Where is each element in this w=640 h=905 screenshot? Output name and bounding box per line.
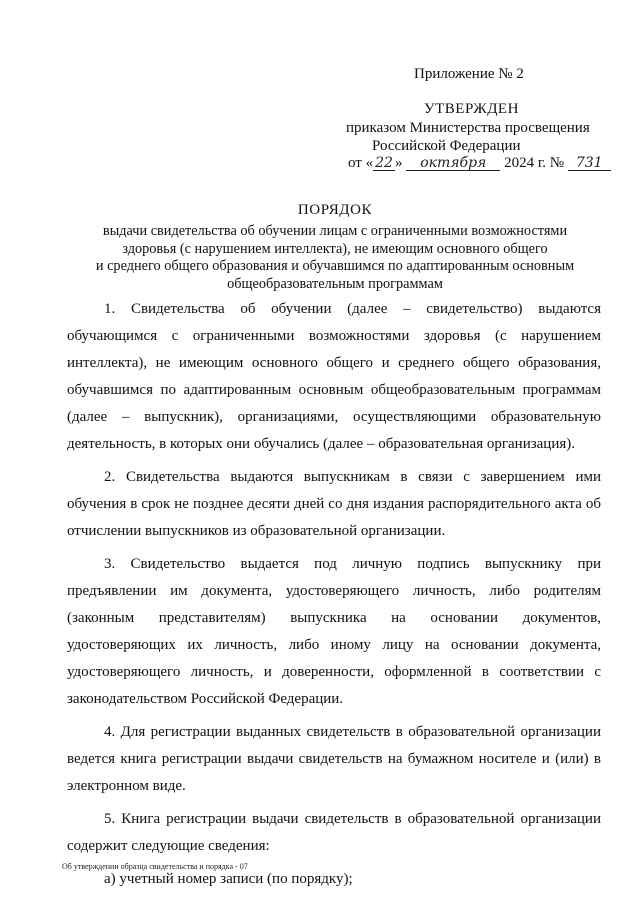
paragraph-5: 5. Книга регистрации выдачи свидетельств в образовательной организации содержит следующие сведения: bbox=[67, 811, 601, 854]
subtitle-line: и среднего общего образования и обучавшимся по адаптированным основным bbox=[95, 258, 575, 274]
date-mid: » bbox=[394, 155, 407, 171]
date-year: 2024 г. № bbox=[500, 155, 568, 171]
paragraph-2: 2. Свидетельства выдаются выпускникам в связи с завершением ими обучения в срок не позднее десяти дней со дня издания распорядительного акта об отчислении выпускников из образовательной организации. bbox=[67, 469, 601, 539]
handwritten-month: октября bbox=[406, 156, 500, 171]
title-block bbox=[60, 202, 610, 293]
subtitle-line: общеобразовательным программам bbox=[227, 275, 443, 292]
approved-label: УТВЕРЖДЕН bbox=[424, 101, 519, 117]
order-line: приказом Министерства просвещения bbox=[346, 120, 590, 136]
appendix-label: Приложение № 2 bbox=[414, 66, 524, 82]
federation-line: Российской Федерации bbox=[372, 138, 521, 154]
subtitle-line: выдачи свидетельства об обучении лицам с ограниченными возможностями bbox=[102, 223, 568, 239]
handwritten-day: 22 bbox=[375, 155, 393, 171]
order-date-line bbox=[348, 155, 611, 172]
handwritten-number: 731 bbox=[568, 156, 611, 171]
document-title: ПОРЯДОК bbox=[297, 202, 373, 218]
date-prefix: от « bbox=[348, 155, 374, 171]
paragraph-1: 1. Свидетельства об обучении (далее – свидетельство) выдаются обучающимся с ограниченными возможностями здоровья (с нарушением интеллекта), не имеющим основного общего и среднего общего образования, обучавшимся по адаптированным основным общеобразовательным программам (далее – выпускник), организациями, осуществляющими образовательную деятельность, в которых они обучались (далее – образовательная организация). bbox=[67, 301, 601, 452]
paragraph-5a: а) учетный номер записи (по порядку); bbox=[104, 871, 353, 887]
subtitle-line: здоровья (с нарушением интеллекта), не имеющим основного общего bbox=[122, 240, 548, 257]
footer-note: Об утверждении образца свидетельства и порядка - 07 bbox=[62, 862, 248, 871]
document-body bbox=[67, 296, 601, 899]
paragraph-3: 3. Свидетельство выдается под личную подпись выпускнику при предъявлении им документа, удостоверяющего личность, либо родителям (законным представителям) выпускника на основании документов, удостоверяющих их личность, либо иному лицу на основании документа, удостоверяющего личность, и доверенности, оформленной в соответствии с законодательством Российской Федерации. bbox=[67, 556, 601, 707]
paragraph-4: 4. Для регистрации выданных свидетельств в образовательной организации ведется книга регистрации выдачи свидетельств на бумажном носителе и (или) в электронном виде. bbox=[67, 724, 601, 794]
